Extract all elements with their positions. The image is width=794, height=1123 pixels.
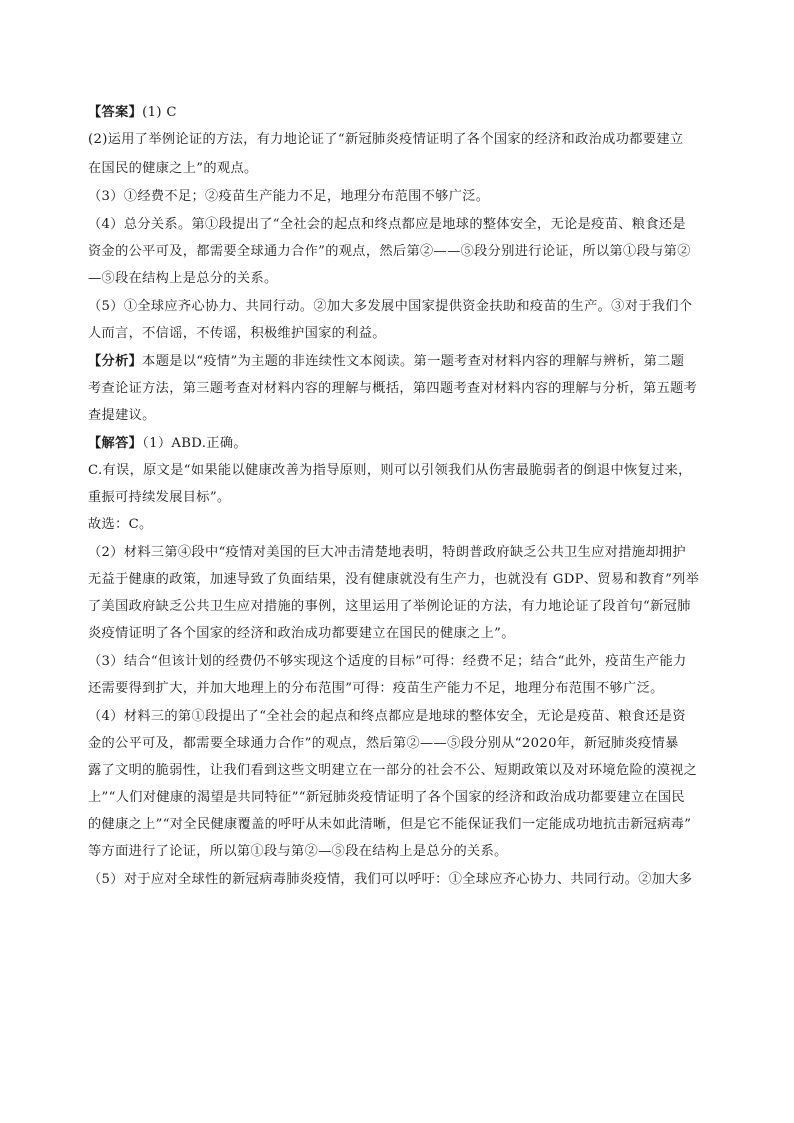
line-text: 考查论证方法，第三题考查对材料内容的理解与概括，第四题考查对材料内容的理解与分析，第五题考 — [88, 381, 698, 396]
text-line — [88, 375, 728, 402]
text-line — [88, 320, 728, 347]
line-text: （4）材料三的第①段提出了“全社会的起点和终点都应是地球的整体安全，无论是疫苗、粮食还是资 — [88, 709, 686, 724]
line-text: (2)运用了举例论证的方法，有力地论证了“新冠肺炎疫情证明了各个国家的经济和政治成功都要建立 — [88, 132, 684, 147]
text-line — [88, 457, 728, 484]
text-line — [88, 757, 728, 784]
document-page — [88, 99, 728, 893]
text-line — [88, 730, 728, 757]
line-text: 等方面进行了论证，所以第①段与第②—⑤段在结构上是总分的关系。 — [88, 844, 508, 859]
line-text: 查提建议。 — [88, 408, 156, 423]
line-text: 还需要得到扩大，并加大地理上的分布范围”可得：疫苗生产能力不足，地理分布范围不够广泛。 — [88, 681, 664, 696]
text-line — [88, 348, 728, 375]
line-text: 资金的公平可及，都需要全球通力合作”的观点，然后第②——⑤段分别进行论证，所以第①段与第② — [88, 244, 691, 259]
text-line — [88, 620, 728, 647]
text-line — [88, 593, 728, 620]
line-text: （3）结合“但该计划的经费仍不够实现这个适度的目标”可得：经费不足；结合“此外，疫苗生产能力 — [88, 654, 687, 669]
text-line — [88, 155, 728, 182]
text-line — [88, 838, 728, 865]
line-text: (1) C — [142, 105, 177, 120]
line-text: （4）总分关系。第①段提出了“全社会的起点和终点都应是地球的整体安全，无论是疫苗、粮食还是 — [88, 217, 686, 232]
text-line — [88, 265, 728, 292]
text-line — [88, 511, 728, 538]
line-text: （5）对于应对全球性的新冠病毒肺炎疫情，我们可以呼吁：①全球应齐心协力、共同行动。②加大多 — [88, 872, 693, 887]
text-line — [88, 866, 728, 893]
text-line — [88, 183, 728, 210]
line-text: 炎疫情证明了各个国家的经济和政治成功都要建立在国民的健康之上”。 — [88, 626, 515, 641]
text-line — [88, 238, 728, 265]
line-text: 本题是以“疫情”为主题的非连续性文本阅读。第一题考查对材料内容的理解与辨析，第二题 — [142, 354, 685, 369]
line-text: 在国民的健康之上”的观点。 — [88, 161, 258, 176]
line-text: 故选：C。 — [88, 517, 153, 532]
line-text: （1）ABD.正确。 — [142, 436, 247, 451]
text-line — [88, 430, 728, 457]
text-line — [88, 811, 728, 838]
section-label: 【解答】 — [88, 436, 143, 451]
line-text: 露了文明的脆弱性，让我们看到这些文明建立在一部分的社会不公、短期政策以及对环境危险的漠视之 — [88, 763, 698, 778]
text-line — [88, 648, 728, 675]
line-text: （2）材料三第④段中“疫情对美国的巨大冲击清楚地表明，特朗普政府缺乏公共卫生应对措施却拥护 — [88, 545, 686, 560]
text-line — [88, 703, 728, 730]
text-line — [88, 539, 728, 566]
line-text: 金的公平可及，都需要全球通力合作”的观点，然后第②——⑤段分别从“2020年，新冠肺炎疫情暴 — [88, 736, 679, 751]
text-line — [88, 402, 728, 429]
line-text: （3）①经费不足；②疫苗生产能力不足，地理分布范围不够广泛。 — [88, 189, 490, 204]
text-line — [88, 126, 728, 153]
section-label: 【分析】 — [88, 354, 143, 369]
line-text: 上”“人们对健康的渴望是共同特征”“新冠肺炎疫情证明了各个国家的经济和政治成功都要建立在国民 — [88, 790, 685, 805]
text-line — [88, 484, 728, 511]
line-text: （5）①全球应齐心协力、共同行动。②加大多发展中国家提供资金扶助和疫苗的生产。③对于我们个 — [88, 299, 693, 314]
text-line — [88, 99, 728, 126]
line-text: 无益于健康的政策，加速导致了负面结果，没有健康就没有生产力，也就没有 GDP、贸易和教育”列举 — [88, 572, 700, 587]
line-text: 人而言，不信谣，不传谣，积极维护国家的利益。 — [88, 326, 386, 341]
text-line — [88, 293, 728, 320]
line-text: 重振可持续发展目标”。 — [88, 490, 231, 505]
text-line — [88, 566, 728, 593]
line-text: 的健康之上”“对全民健康覆盖的呼吁从未如此清晰，但是它不能保证我们一定能成功地抗击新冠病毒” — [88, 817, 692, 832]
text-line — [88, 211, 728, 238]
line-text: C.有误，原文是“如果能以健康改善为指导原则，则可以引领我们从伤害最脆弱者的倒退中恢复过来， — [88, 463, 692, 478]
line-text: 了美国政府缺乏公共卫生应对措施的事例，这里运用了举例论证的方法，有力地论证了段首句“新冠肺 — [88, 599, 691, 614]
text-line — [88, 784, 728, 811]
text-line — [88, 675, 728, 702]
line-text: —⑤段在结构上是总分的关系。 — [88, 271, 278, 286]
section-label: 【答案】 — [88, 105, 143, 120]
